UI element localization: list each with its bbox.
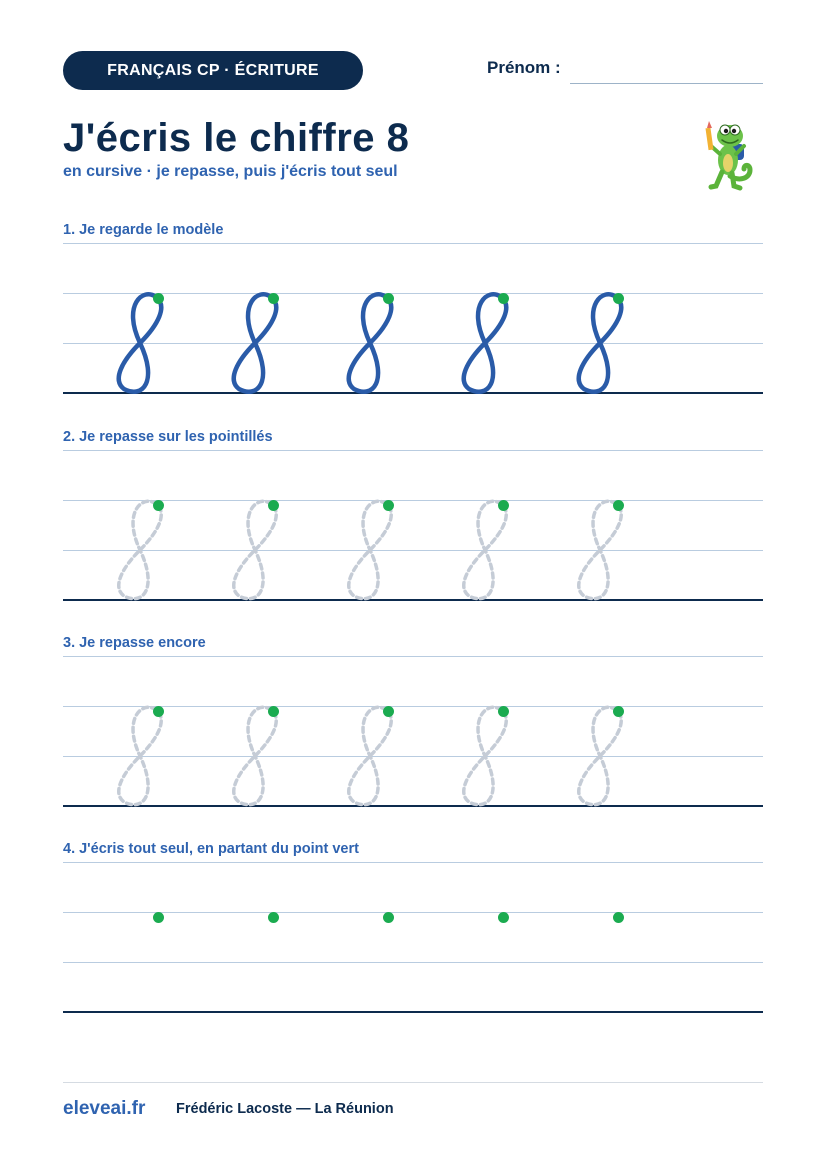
model-digit-8 [215, 283, 295, 403]
start-dot [383, 706, 394, 717]
lizard-mascot-icon [700, 116, 756, 194]
start-dot [153, 500, 164, 511]
model-digit-8 [560, 283, 640, 403]
section-title-2: 2. Je repasse sur les pointillés [63, 429, 273, 445]
start-dot [268, 293, 279, 304]
start-dot [383, 293, 394, 304]
footer-site: eleveai.fr [63, 1098, 146, 1119]
start-dot [383, 912, 394, 923]
tracing-digit-8[interactable] [100, 490, 180, 610]
page-title: J'écris le chiffre 8 [63, 116, 410, 160]
footer-author: Frédéric Lacoste — La Réunion [176, 1101, 394, 1117]
baseline [63, 1011, 763, 1013]
start-dot [498, 500, 509, 511]
start-dot [613, 912, 624, 923]
start-dot [613, 706, 624, 717]
tracing-digit-8[interactable] [215, 696, 295, 816]
start-dot [153, 912, 164, 923]
start-dot [498, 912, 509, 923]
start-dot [153, 706, 164, 717]
tracing-digit-8[interactable] [560, 490, 640, 610]
start-dot [498, 293, 509, 304]
tracing-digit-8[interactable] [445, 696, 525, 816]
start-dot [268, 706, 279, 717]
start-dot [153, 293, 164, 304]
tracing-digit-8[interactable] [560, 696, 640, 816]
tracing-digit-8[interactable] [215, 490, 295, 610]
tracing-digit-8[interactable] [445, 490, 525, 610]
name-label: Prénom : [487, 58, 561, 77]
start-dot [268, 500, 279, 511]
tracing-digit-8[interactable] [330, 696, 410, 816]
guide-line [63, 962, 763, 963]
guide-line [63, 862, 763, 863]
model-digit-8 [330, 283, 410, 403]
footer-divider [63, 1082, 763, 1083]
tracing-digit-8[interactable] [100, 696, 180, 816]
start-dot [613, 500, 624, 511]
model-digit-8 [445, 283, 525, 403]
start-dot [498, 706, 509, 717]
section-title-4: 4. J'écris tout seul, en partant du point vert [63, 841, 359, 857]
model-digit-8 [100, 283, 180, 403]
guide-line [63, 243, 763, 244]
page-subtitle: en cursive · je repasse, puis j'écris tout seul [63, 163, 398, 180]
section-title-3: 3. Je repasse encore [63, 635, 206, 651]
guide-line [63, 656, 763, 657]
subject-badge: FRANÇAIS CP · ÉCRITURE [63, 51, 363, 90]
section-title-1: 1. Je regarde le modèle [63, 222, 224, 238]
guide-line [63, 450, 763, 451]
name-field[interactable] [570, 83, 763, 84]
start-dot [613, 293, 624, 304]
tracing-digit-8[interactable] [330, 490, 410, 610]
start-dot [383, 500, 394, 511]
guide-line [63, 912, 763, 913]
start-dot [268, 912, 279, 923]
